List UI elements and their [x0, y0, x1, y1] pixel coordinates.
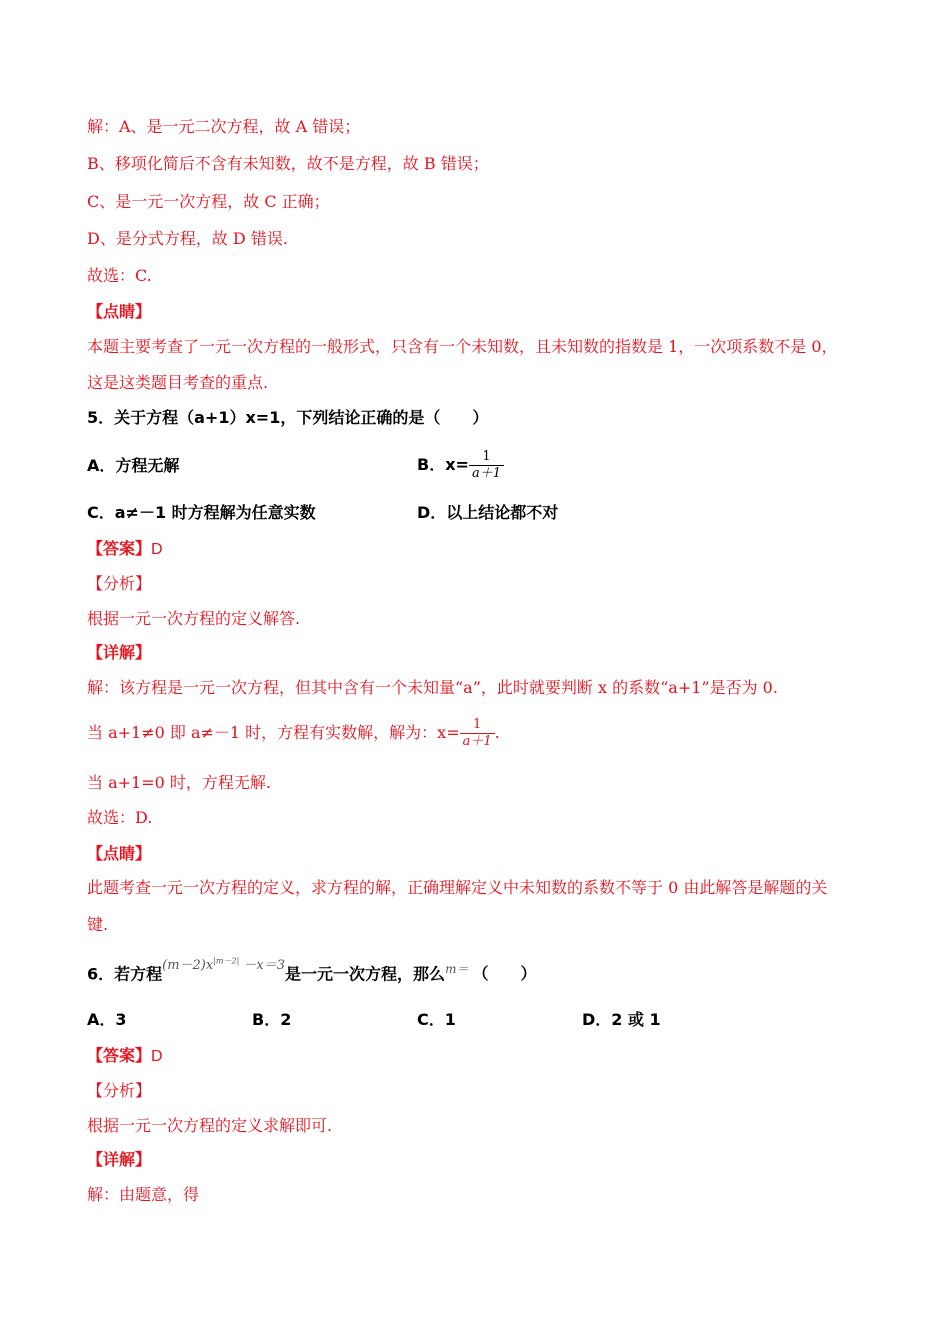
- option-b: [417, 445, 504, 485]
- tip-text: 这是这类题目考查的重点.: [87, 373, 269, 392]
- detail-label: 【详解】: [87, 643, 152, 662]
- answer-value: D: [151, 541, 163, 558]
- question-stem: 5．关于方程（a+1）x=1，下列结论正确的是（ ）: [87, 408, 489, 427]
- choice-line: 故选：C.: [87, 266, 152, 285]
- tip-label: 【点睛】: [87, 302, 152, 321]
- question-stem-prefix: 6．若方程: [87, 964, 163, 984]
- tip-text: 此题考查一元一次方程的定义，求方程的解，正确理解定义中未知数的系数不等于 0 由此解答是解题的关: [87, 878, 828, 897]
- equation-base: (m－2)x: [162, 958, 214, 974]
- fraction-denominator: a＋1: [469, 465, 504, 482]
- answer-line: [87, 1045, 163, 1068]
- tip-text: 本题主要考查了一元一次方程的一般形式，只含有一个未知数，且未知数的指数是 1，一次项系数不是 0，: [87, 337, 838, 356]
- question-stem: [87, 955, 536, 993]
- answer-label: 【答案】: [87, 1046, 152, 1065]
- choice-line: 故选：D.: [87, 808, 153, 827]
- answer-label: 【答案】: [87, 539, 152, 558]
- option-b: B．2: [252, 1010, 292, 1029]
- answer-value: D: [151, 1048, 163, 1065]
- detail-text: 解：该方程是一元一次方程，但其中含有一个未知量“a”，此时就要判断 x 的系数“a+1”是否为 0.: [87, 678, 778, 697]
- fraction-numerator: 1: [482, 449, 491, 464]
- option-a: A．3: [87, 1010, 127, 1029]
- question-stem-suffix: （ ）: [472, 964, 537, 984]
- option-c: C．1: [417, 1010, 456, 1029]
- fraction-denominator: a＋1: [460, 733, 495, 750]
- analysis-label: 【分析】: [87, 574, 152, 593]
- detail-text-suffix: .: [494, 723, 500, 742]
- option-a: A．方程无解: [87, 456, 180, 475]
- detail-label: 【详解】: [87, 1150, 152, 1169]
- option-c: C．a≠－1 时方程解为任意实数: [87, 503, 316, 522]
- solution-line: D、是分式方程，故 D 错误.: [87, 229, 288, 248]
- detail-text: 当 a+1=0 时，方程无解.: [87, 773, 271, 792]
- solution-line: C、是一元一次方程，故 C 正确；: [87, 192, 330, 211]
- equation: [162, 958, 285, 973]
- fraction: [460, 717, 495, 750]
- detail-text-prefix: 当 a+1≠0 即 a≠－1 时，方程有实数解，解为：x=: [87, 723, 460, 742]
- fraction-numerator: 1: [473, 717, 482, 732]
- solution-line: 解：A、是一元二次方程，故 A 错误；: [87, 117, 361, 136]
- analysis-label: 【分析】: [87, 1081, 152, 1100]
- option-b-label: B．x=: [417, 455, 469, 474]
- variable-m: m＝: [445, 962, 469, 977]
- equation-exponent: |m－2|: [213, 957, 240, 966]
- fraction: [469, 449, 504, 482]
- option-d: D．以上结论都不对: [417, 503, 559, 522]
- answer-line: [87, 538, 163, 561]
- option-d: D．2 或 1: [582, 1010, 661, 1029]
- detail-text: 解：由题意，得: [87, 1185, 200, 1204]
- tip-label: 【点睛】: [87, 844, 152, 863]
- question-stem-middle: 是一元一次方程，那么: [285, 964, 446, 984]
- detail-text: [87, 712, 500, 754]
- analysis-text: 根据一元一次方程的定义求解即可.: [87, 1116, 333, 1135]
- solution-line: B、移项化简后不含有未知数，故不是方程，故 B 错误；: [87, 154, 489, 173]
- tip-text: 键.: [87, 915, 109, 934]
- equation-tail: －x＝3: [239, 958, 286, 974]
- analysis-text: 根据一元一次方程的定义解答.: [87, 609, 301, 628]
